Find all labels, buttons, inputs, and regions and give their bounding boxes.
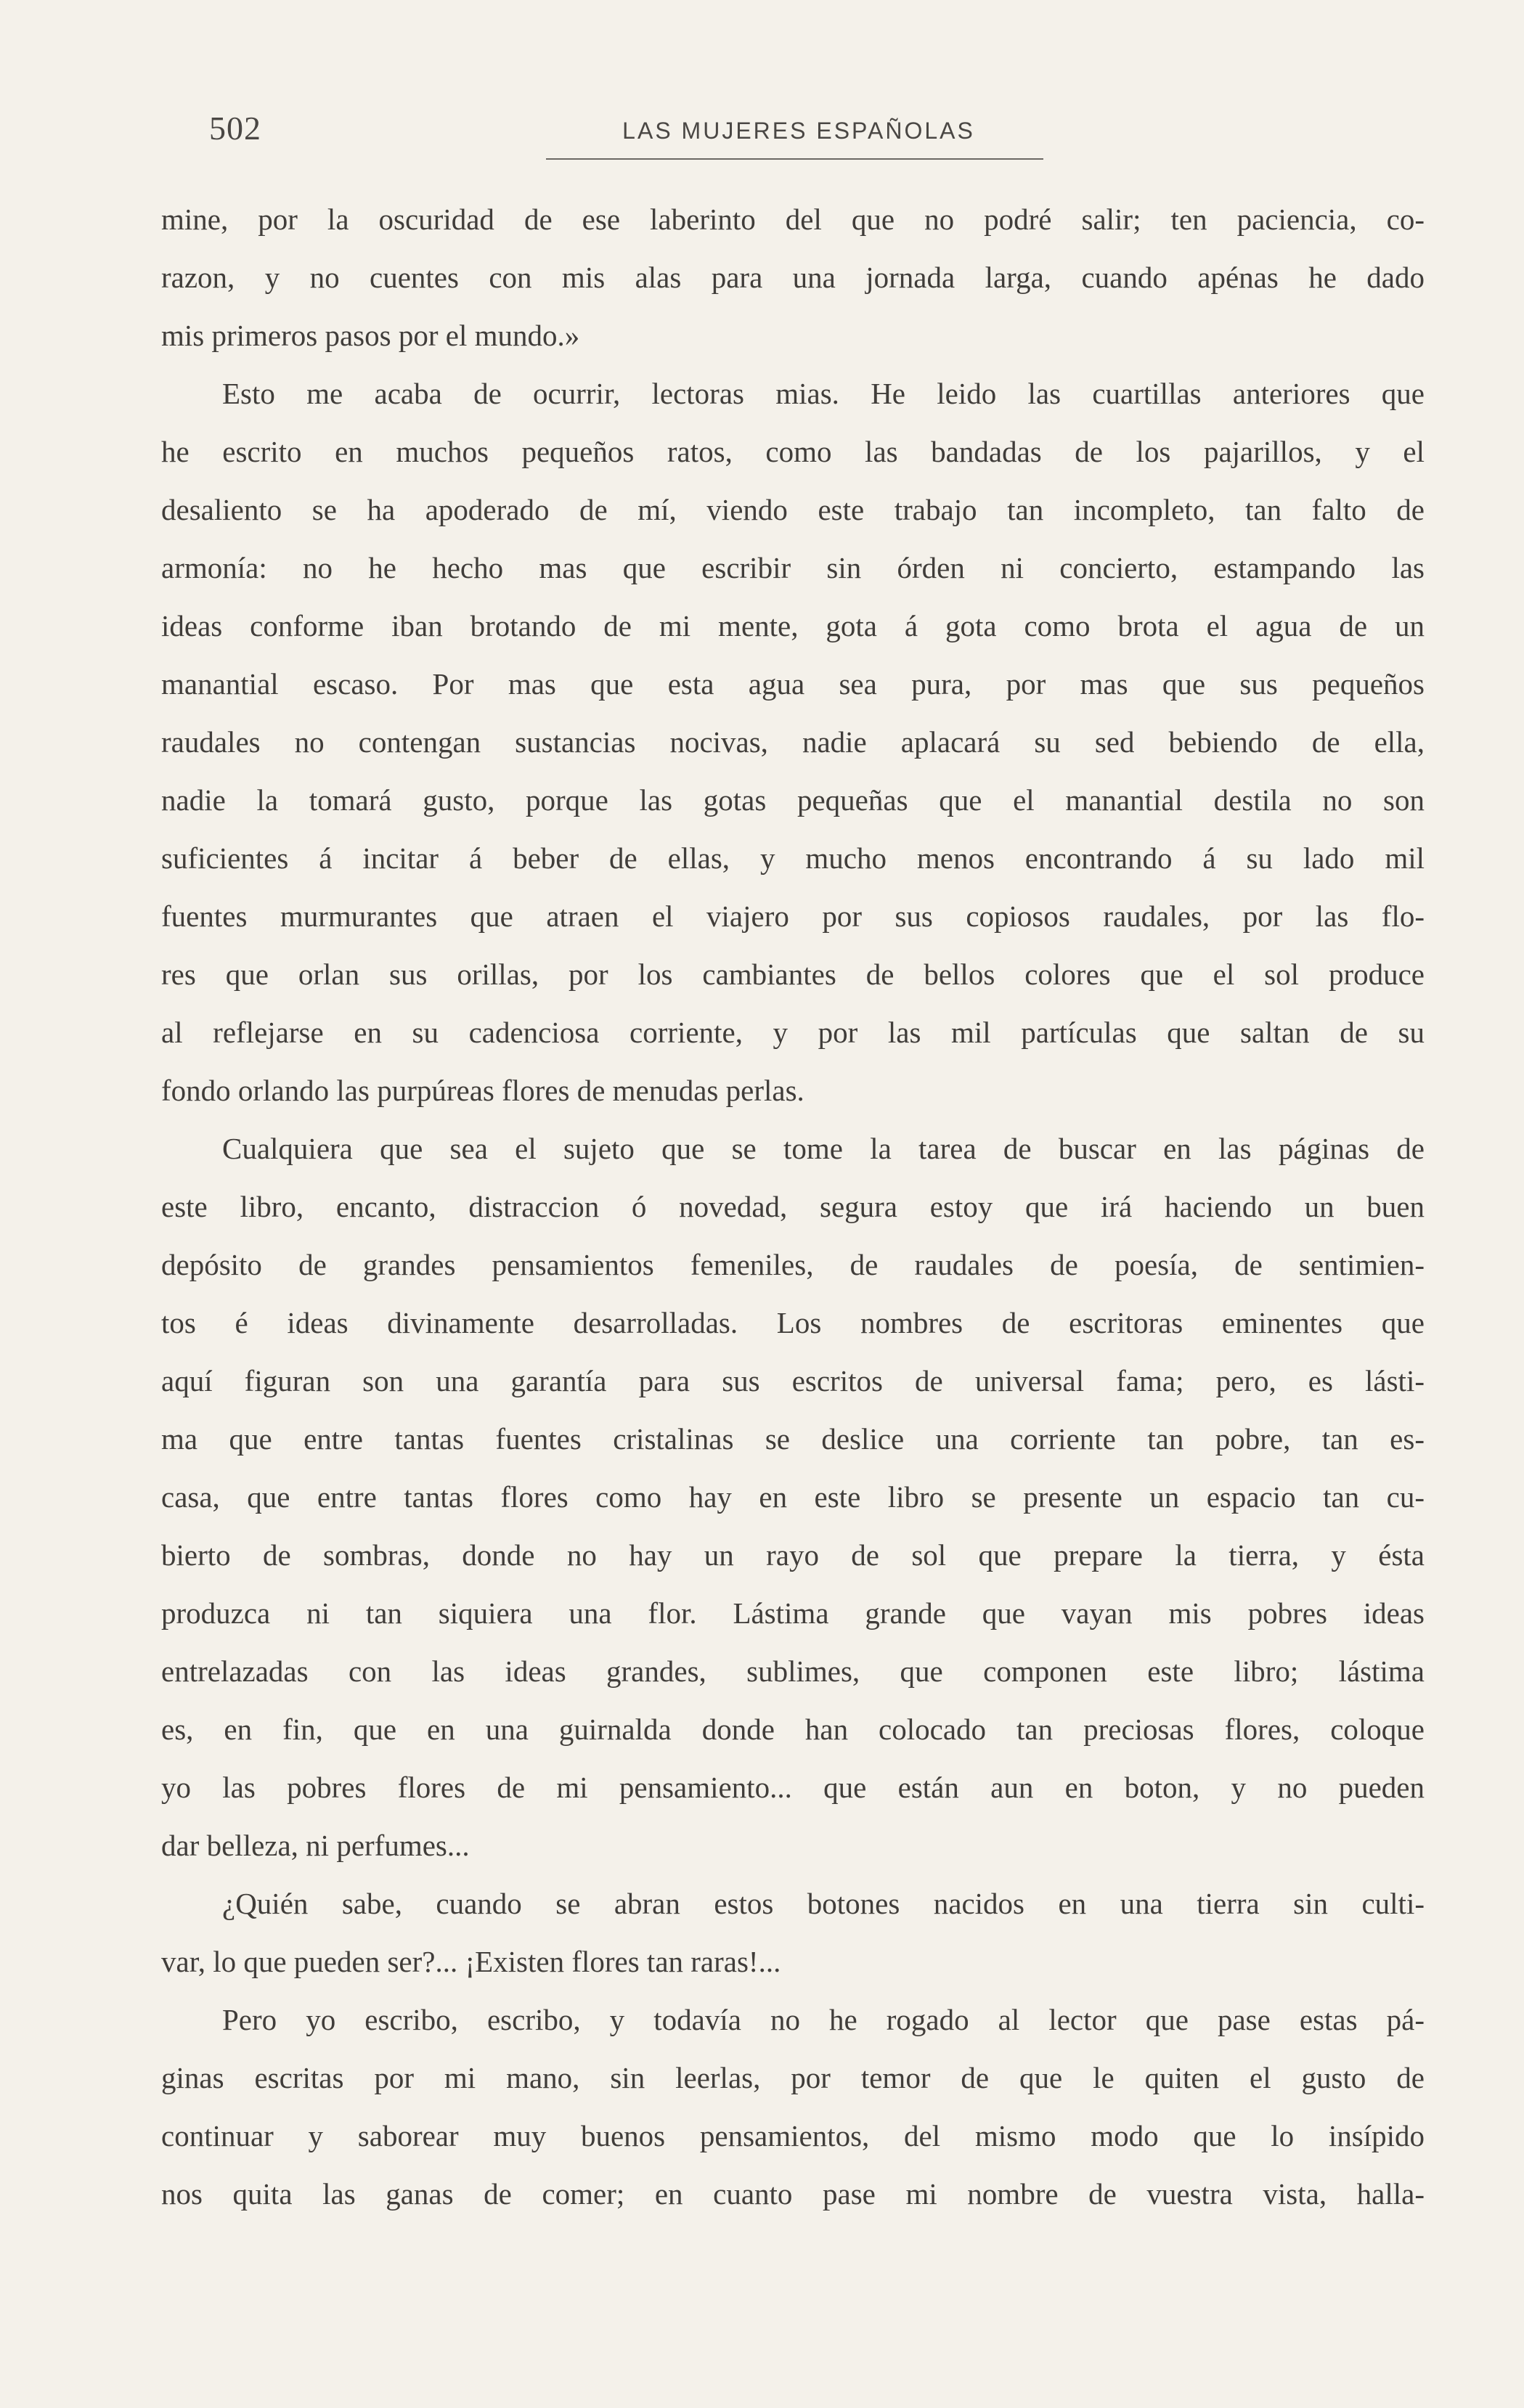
text-line: suficientes á incitar á beber de ellas, y mucho menos encontrando á su lado mil <box>161 841 1425 875</box>
text-line: dar belleza, ni perfumes... <box>161 1829 470 1862</box>
text-line: res que orlan sus orillas, por los cambiantes de bellos colores que el sol produce <box>161 958 1425 991</box>
text-line: tos é ideas divinamente desarrolladas. Los nombres de escritoras eminentes que <box>161 1306 1425 1339</box>
page-number: 502 <box>209 110 261 147</box>
text-line: fuentes murmurantes que atraen el viajero por sus copiosos raudales, por las flo- <box>161 899 1425 933</box>
text-line: armonía: no he hecho mas que escribir sin órden ni concierto, estampando las <box>161 551 1425 584</box>
text-line: razon, y no cuentes con mis alas para una jornada larga, cuando apénas he dado <box>161 261 1425 294</box>
text-line: casa, que entre tantas flores como hay en este libro se presente un espacio tan cu- <box>161 1480 1425 1514</box>
text-line: nadie la tomará gusto, porque las gotas pequeñas que el manantial destila no son <box>161 783 1425 817</box>
text-line: entrelazadas con las ideas grandes, sublimes, que componen este libro; lástima <box>161 1654 1425 1688</box>
text-line: fondo orlando las purpúreas flores de menudas perlas. <box>161 1074 804 1107</box>
text-line: continuar y saborear muy buenos pensamientos, del mismo modo que lo insípido <box>161 2119 1425 2152</box>
text-line: aquí figuran son una garantía para sus escritos de universal fama; pero, es lásti- <box>161 1364 1425 1397</box>
text-line: ideas conforme iban brotando de mi mente, gota á gota como brota el agua de un <box>161 609 1425 642</box>
running-title: LAS MUJERES ESPAÑOLAS <box>622 118 975 144</box>
text-line: mis primeros pasos por el mundo.» <box>161 319 580 352</box>
text-line: es, en fin, que en una guirnalda donde han colocado tan preciosas flores, coloque <box>161 1713 1425 1746</box>
text-line: Cualquiera que sea el sujeto que se tome la tarea de buscar en las páginas de <box>222 1132 1425 1165</box>
text-line: al reflejarse en su cadenciosa corriente, y por las mil partículas que saltan de su <box>161 1016 1425 1049</box>
text-line: ¿Quién sabe, cuando se abran estos botones nacidos en una tierra sin culti- <box>222 1887 1425 1920</box>
text-line: Esto me acaba de ocurrir, lectoras mias. He leido las cuartillas anteriores que <box>222 377 1425 410</box>
text-line: yo las pobres flores de mi pensamiento... que están aun en boton, y no pueden <box>161 1771 1425 1804</box>
text-line: bierto de sombras, donde no hay un rayo de sol que prepare la tierra, y ésta <box>161 1538 1425 1572</box>
text-line: produzca ni tan siquiera una flor. Lástima grande que vayan mis pobres ideas <box>161 1596 1425 1630</box>
text-line: desaliento se ha apoderado de mí, viendo este trabajo tan incompleto, tan falto de <box>161 493 1425 526</box>
text-line: mine, por la oscuridad de ese laberinto del que no podré salir; ten paciencia, co- <box>161 203 1425 236</box>
body-text <box>161 190 1425 2223</box>
text-line: depósito de grandes pensamientos femeniles, de raudales de poesía, de sentimien- <box>161 1248 1425 1281</box>
header-rule <box>546 158 1043 160</box>
text-line: var, lo que pueden ser?... ¡Existen flores tan raras!... <box>161 1945 781 1978</box>
page-header <box>0 109 1524 167</box>
text-line: ginas escritas por mi mano, sin leerlas, por temor de que le quiten el gusto de <box>161 2061 1425 2094</box>
text-line: manantial escaso. Por mas que esta agua sea pura, por mas que sus pequeños <box>161 667 1425 701</box>
text-line: he escrito en muchos pequeños ratos, como las bandadas de los pajarillos, y el <box>161 435 1425 468</box>
text-line: ma que entre tantas fuentes cristalinas se deslice una corriente tan pobre, tan es- <box>161 1422 1425 1456</box>
text-line: nos quita las ganas de comer; en cuanto pase mi nombre de vuestra vista, halla- <box>161 2177 1425 2211</box>
text-line: Pero yo escribo, escribo, y todavía no he rogado al lector que pase estas pá- <box>222 2003 1425 2036</box>
text-line: este libro, encanto, distraccion ó novedad, segura estoy que irá haciendo un buen <box>161 1190 1425 1223</box>
text-line: raudales no contengan sustancias nocivas, nadie aplacará su sed bebiendo de ella, <box>161 725 1425 759</box>
